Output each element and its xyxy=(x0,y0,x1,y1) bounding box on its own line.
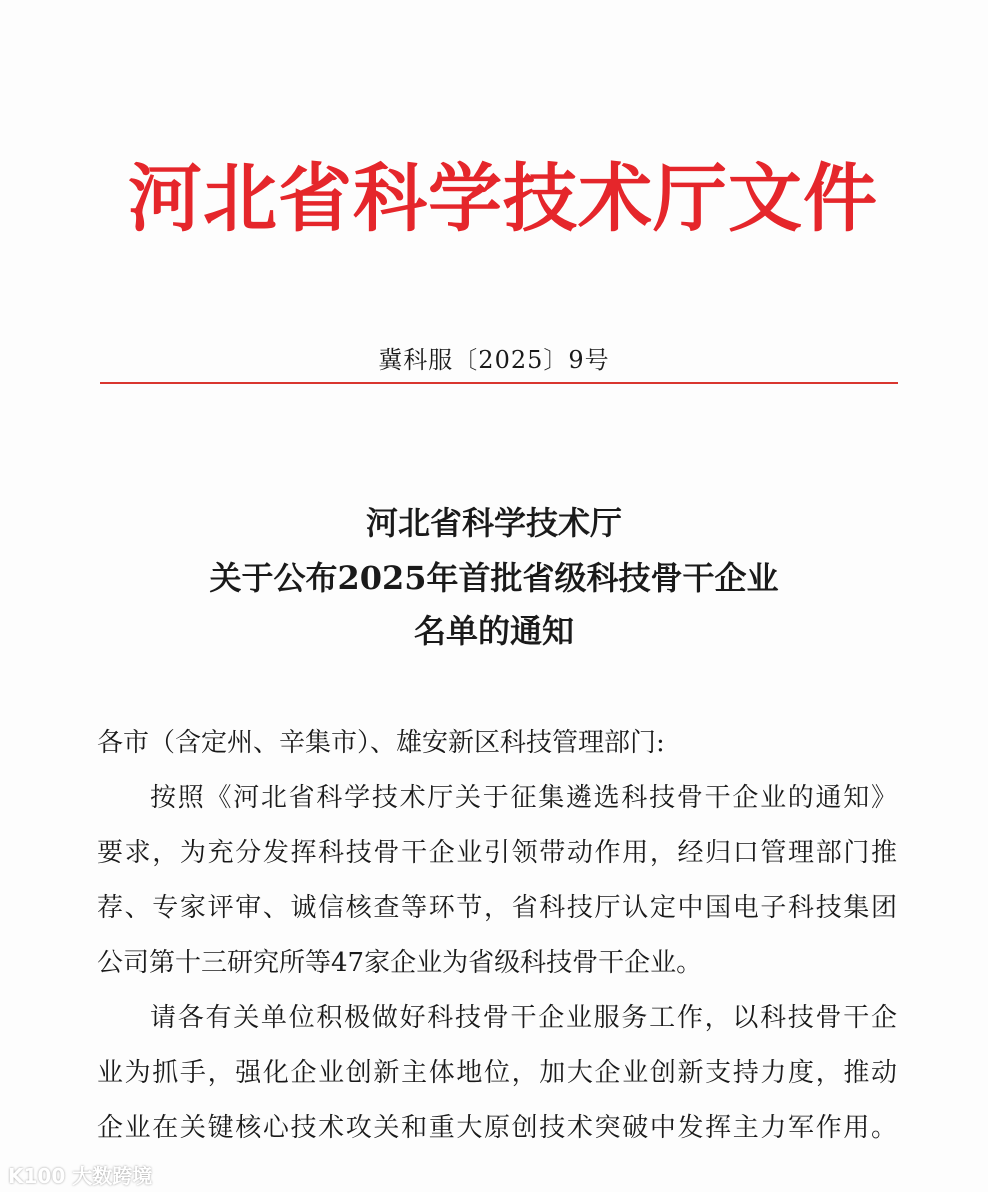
salutation: 各市（含定州、辛集市）、雄安新区科技管理部门: xyxy=(97,728,665,758)
body-line: 企业在关键核心技术攻关和重大原创技术突破中发挥主力军作用。 xyxy=(97,1113,897,1143)
heading-line-2: 关于公布2025年首批省级科技骨干企业 xyxy=(209,559,779,597)
document-number: 冀科服〔2025〕9号 xyxy=(378,346,610,374)
document-issuer-title: 河北省科学技术厅文件 xyxy=(128,156,878,242)
red-divider xyxy=(100,382,898,384)
body-line: 按照《河北省科学技术厅关于征集遴选科技骨干企业的通知》 xyxy=(150,783,897,813)
heading-line-1: 河北省科学技术厅 xyxy=(365,504,622,542)
watermark-logo: K100 大数跨境 xyxy=(8,1164,153,1188)
body-line: 业为抓手，强化企业创新主体地位，加大企业创新支持力度，推动 xyxy=(97,1058,897,1088)
body-line: 荐、专家评审、诚信核查等环节，省科技厅认定中国电子科技集团 xyxy=(97,893,897,923)
heading-line-3: 名单的通知 xyxy=(413,612,574,650)
body-line: 请各有关单位积极做好科技骨干企业服务工作，以科技骨干企 xyxy=(150,1003,897,1033)
body-line: 公司第十三研究所等47家企业为省级科技骨干企业。 xyxy=(97,948,703,978)
body-line: 要求，为充分发挥科技骨干企业引领带动作用，经归口管理部门推 xyxy=(97,838,897,868)
